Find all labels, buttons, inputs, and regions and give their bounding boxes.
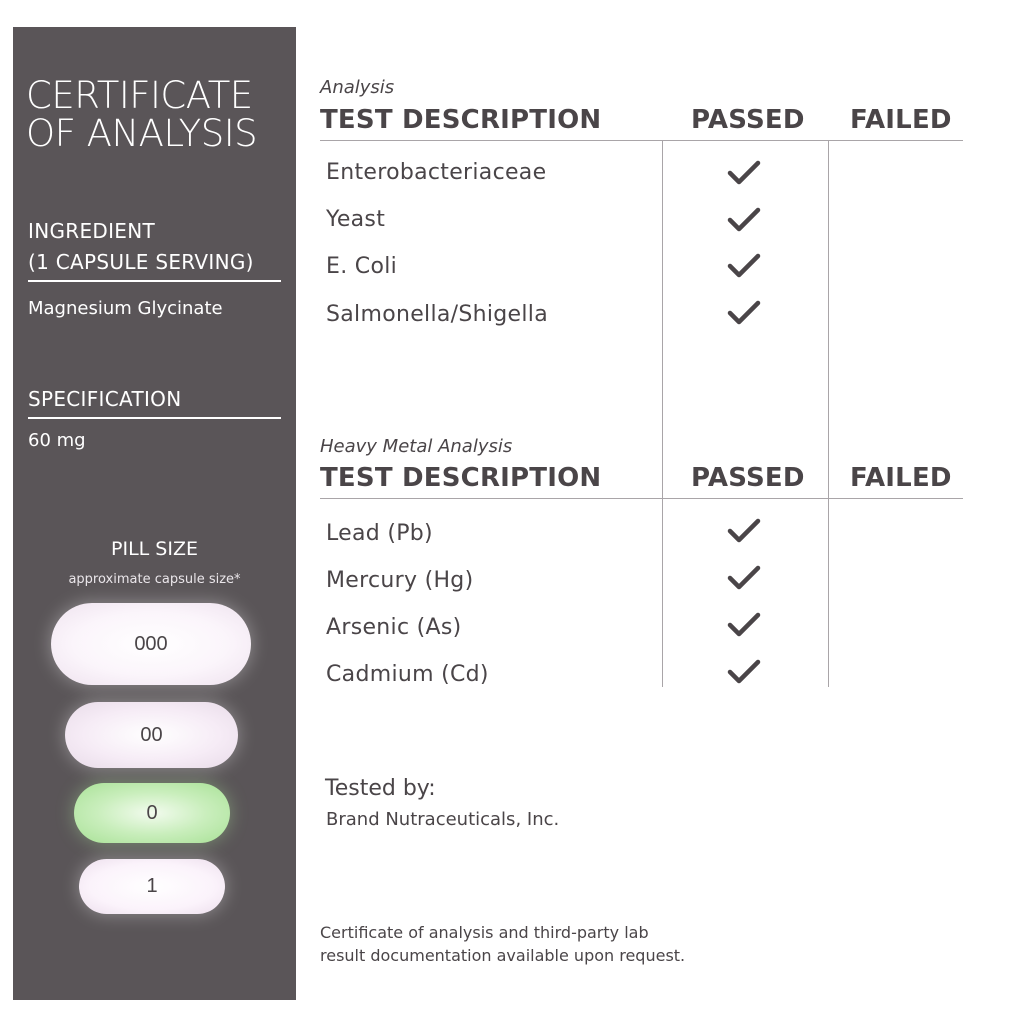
header-test-description: TEST DESCRIPTION (320, 463, 602, 493)
table-row-label: Salmonella/Shigella (326, 302, 548, 327)
table-row-label: Arsenic (As) (326, 615, 462, 640)
analysis-caption: Analysis (320, 77, 395, 98)
header-failed: FAILED (850, 463, 952, 493)
capsule-0-highlighted: 0 (74, 783, 230, 843)
checkmark-icon (727, 659, 761, 685)
checkmark-icon (727, 207, 761, 233)
header-passed: PASSED (691, 463, 805, 493)
page-title: CERTIFICATE OF ANALYSIS (26, 74, 258, 155)
ingredient-label: INGREDIENT (1 CAPSULE SERVING) (28, 216, 281, 282)
capsule-000: 000 (51, 603, 251, 685)
specification-value: 60 mg (28, 430, 86, 451)
heavy-metal-caption: Heavy Metal Analysis (320, 436, 513, 457)
pill-size-heading: PILL SIZE (111, 538, 198, 560)
table-row-label: Yeast (326, 207, 386, 232)
column-divider-passed (662, 141, 663, 498)
header-failed: FAILED (850, 105, 952, 135)
header-test-description: TEST DESCRIPTION (320, 105, 602, 135)
checkmark-icon (727, 565, 761, 591)
footnote: Certificate of analysis and third-party lab result documentation available upon request. (320, 923, 686, 965)
checkmark-icon (727, 300, 761, 326)
table-row-label: Enterobacteriaceae (326, 160, 547, 185)
checkmark-icon (727, 518, 761, 544)
checkmark-icon (727, 612, 761, 638)
tested-by-label: Tested by: (325, 776, 436, 801)
column-divider-passed (662, 499, 663, 687)
table-row-label: Mercury (Hg) (326, 568, 474, 593)
analysis-table-header (320, 105, 963, 141)
checkmark-icon (727, 253, 761, 279)
tested-by-value: Brand Nutraceuticals, Inc. (326, 809, 560, 830)
capsule-1: 1 (79, 859, 225, 914)
checkmark-icon (727, 160, 761, 186)
side-panel (13, 27, 296, 1000)
table-row-label: E. Coli (326, 254, 398, 279)
header-passed: PASSED (691, 105, 805, 135)
column-divider-failed (828, 141, 829, 687)
pill-size-subtitle: approximate capsule size* (68, 572, 241, 587)
specification-label: SPECIFICATION (28, 384, 281, 419)
table-row-label: Cadmium (Cd) (326, 662, 489, 687)
table-row-label: Lead (Pb) (326, 521, 433, 546)
capsule-00: 00 (65, 702, 238, 768)
ingredient-value: Magnesium Glycinate (28, 298, 223, 319)
heavy-metal-table-header (320, 463, 963, 499)
